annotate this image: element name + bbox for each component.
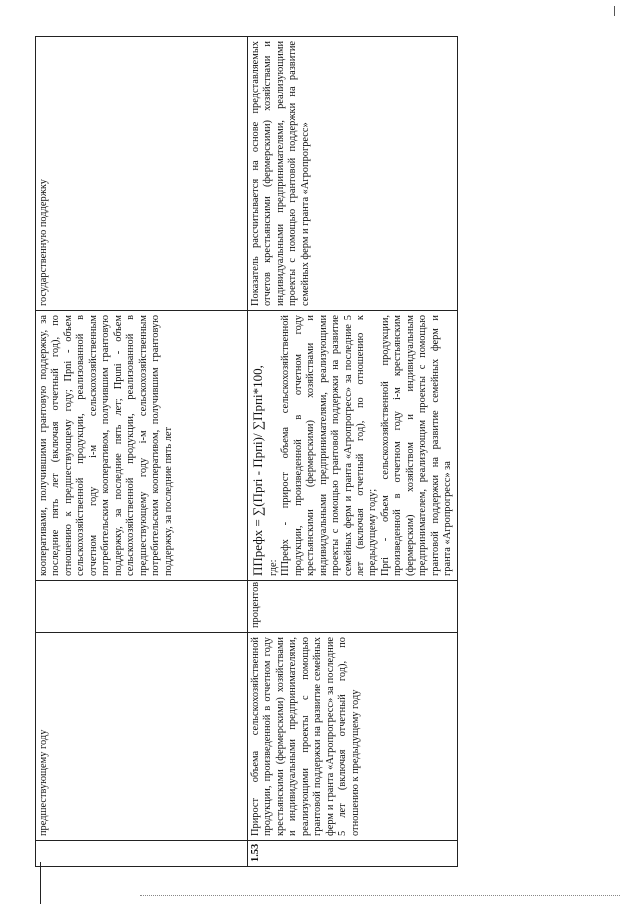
cell-indicator: Прирост объема сельскохозяйственной продукции, произведенной в отчетном году крестьянскими (фермерскими) хозяйствами и индивидуальными предпринимателями, реализующими проекты с помощью грантовой поддержки на развитие семейных ферм и гранта «Агропрогресс» за последние 5 лет (включая отчетный год), по отношению к предыдущему году bbox=[248, 633, 458, 841]
cell-method: кооперативами, получившими грантовую поддержку, за последние пять лет (включая отчетный год), по отношению к предшествующему году; Прni - объем сельскохозяйственной продукции, реализованной в отчетном году i-м сельскохозяйственным потребительским кооперативом, получившим грантовую поддержку, за последние пять лет; Прuni - объем сельскохозяйственной продукции, реализованной в предшествующему году i-м сельскохозяйственным потребительским кооперативом, получившим грантовую поддержку, за последние пять лет bbox=[36, 311, 248, 581]
method-paragraph-2: Прri - объем сельскохозяйственной продукции, произведенной в отчетном году i-м крестьянским (фермерским) хозяйством и индивидуальным предпринимателем, реализующим проекты с помощью грантовой поддержки на развитие семейных ферм и гранта «Агропрогресс» за bbox=[379, 315, 454, 576]
cell-indicator: предшествующему году bbox=[36, 633, 248, 841]
binding-edge-line bbox=[40, 862, 41, 904]
cell-number: 1.53 bbox=[248, 841, 458, 867]
rotated-document-page bbox=[35, 37, 454, 867]
cell-number bbox=[36, 841, 248, 867]
scan-artifact-dots bbox=[140, 895, 620, 896]
formula: ППрефх = ∑(Прri - Прпi)/ ∑Прпi*100, bbox=[250, 365, 265, 576]
cell-source: Показатель рассчитывается на основе представляемых отчетов крестьянскими (фермерскими) хозяйствами и индивидуальными предпринимателями, реализующими проекты с помощью грантовой поддержки на развитие семейных ферм и гранта «Агропрогресс» bbox=[248, 37, 458, 311]
indicator-table bbox=[35, 36, 458, 867]
method-paragraph-1: ППрефх - прирост объема сельскохозяйственной продукции, произведенной в отчетном году крестьянскими (фермерскими) хозяйствами и индивидуальными предпринимателями, реализующими проекты с помощью грантовой поддержки на развитие семейных ферм и гранта «Агропрогресс» за последние 5 лет (включая отчетный год), по отношению к предыдущему году; bbox=[280, 315, 379, 576]
cell-unit bbox=[36, 581, 248, 633]
table-row-1-53 bbox=[248, 37, 458, 867]
table-row-continuation bbox=[36, 37, 248, 867]
where-label: где: bbox=[267, 559, 279, 576]
scan-artifact-mark bbox=[614, 6, 615, 16]
cell-method bbox=[248, 311, 458, 581]
cell-unit: процентов bbox=[248, 581, 458, 633]
cell-source: государственную поддержку bbox=[36, 37, 248, 311]
